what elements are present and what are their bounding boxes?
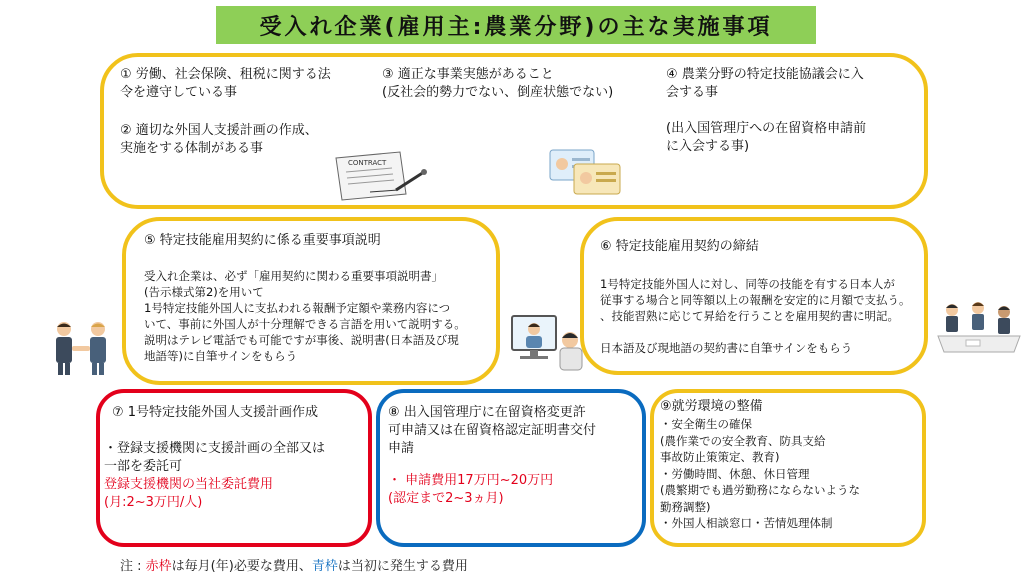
requirement-4: ④ 農業分野の特定技能協議会に入 会する事 <box>666 67 864 100</box>
note-blue-label: 青枠 <box>311 559 338 574</box>
box7-cost: 登録支援機関の当社委託費用 (月:2~3万円/人) <box>104 477 274 510</box>
video-call-illustration <box>508 312 588 374</box>
box5-heading: ⑤ 特定技能雇用契約に係る重要事項説明 <box>144 233 381 248</box>
legend-note <box>120 555 468 574</box>
requirement-3: ③ 適正な事業実態があること (反社会的勢力でない、倒産状態でない) <box>382 67 614 100</box>
box6-body2: 日本語及び現地語の契約書に自筆サインをもらう <box>600 341 853 355</box>
contract-illustration <box>330 150 430 202</box>
box9-heading: ⑨就労環境の整備 <box>660 399 763 414</box>
box6-body: 1号特定技能外国人に対し、同等の技能を有する日本人が 従事する場合と同等額以上の報酬を安定的に月額で支払う。 、技能習熟に応じて昇給を行うことを雇用契約書に明記。 <box>600 277 911 323</box>
page-title: 受入れ企業(雇用主:農業分野)の主な実施事項 <box>216 6 816 44</box>
handshake-illustration <box>50 320 114 376</box>
note-prefix: 注 : <box>120 559 146 574</box>
box5-body: 受入れ企業は、必ず「雇用契約に関わる重要事項説明書」 (告示様式第2)を用いて 1号特定技能外国人に支払われる報酬予定額や業務内容につ いて、事前に外国人が十分理解できる言語を用いて説明する。 説明はテレビ電話でも可能ですが事後、説明書(日本語及び現 地語等)に自筆サインをもらう <box>144 269 466 363</box>
meeting-illustration <box>936 296 1022 362</box>
box7-heading: ⑦ 1号特定技能外国人支援計画作成 <box>112 405 319 420</box>
note-suffix: は当初に発生する費用 <box>337 559 468 574</box>
note-red-label: 赤枠 <box>145 559 172 574</box>
requirement-1: ① 労働、社会保険、租税に関する法 令を遵守している事 <box>120 67 331 100</box>
box9-body: ・安全衛生の確保 (農作業での安全教育、防具支給 事故防止策策定、教育) ・労働時間、休憩、休日管理 (農繁期でも過労勤務にならないような 勤務調整) ・外国人相談窓口・苦情処理体制 <box>660 417 860 530</box>
box6-heading: ⑥ 特定技能雇用契約の締結 <box>600 239 759 254</box>
box7-body: ・登録支援機関に支援計画の全部又は 一部を委託可 <box>104 441 326 474</box>
requirement-2: ② 適切な外国人支援計画の作成、 実施をする体制がある事 <box>120 123 318 156</box>
box8-cost: ・ 申請費用17万円~20万円 (認定まで2~3ヵ月) <box>388 473 554 506</box>
contract-label: CONTRACT <box>348 159 387 167</box>
box8-heading: ⑧ 出入国管理庁に在留資格変更許 可申請又は在留資格認定証明書交付 申請 <box>388 405 597 456</box>
note-mid: は毎月(年)必要な費用、 <box>171 559 312 574</box>
requirement-4-note: (出入国管理庁への在留資格申請前 に入会する事) <box>666 121 867 154</box>
residence-card-illustration <box>548 146 624 198</box>
